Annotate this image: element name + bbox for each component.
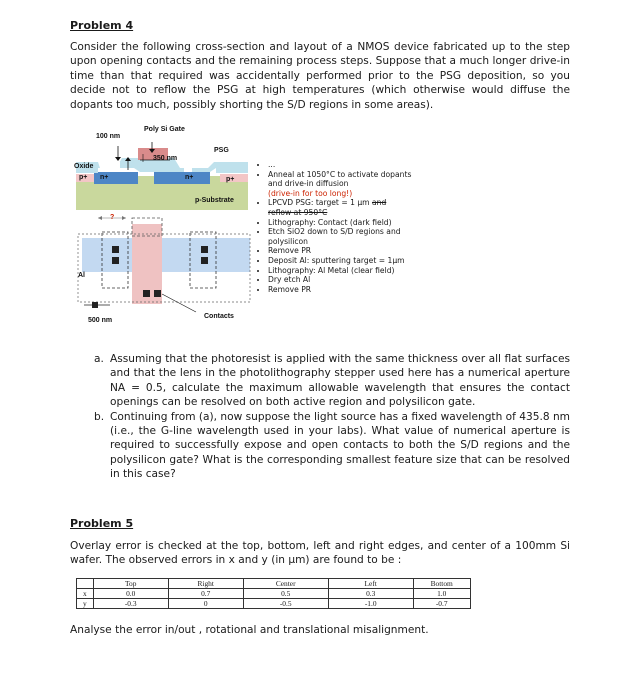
label-350nm: 350 nm — [153, 155, 178, 162]
active-region — [82, 238, 250, 272]
step-anneal-text: Anneal at 1050°C to activate dopants and drive-in diffusion — [268, 169, 412, 189]
contact-sd-left-1 — [112, 246, 119, 253]
step-dots: • ... — [268, 160, 428, 170]
table-cell: y — [77, 599, 94, 609]
question-b — [94, 410, 570, 482]
label-100nm: 100 nm — [96, 133, 121, 140]
problem-5-outro: Analyse the error in/out , rotational and translational misalignment. — [70, 624, 429, 636]
step-lpcvd-text: LPCVD PSG: target = 1 μm — [268, 198, 370, 208]
table-header — [77, 579, 94, 589]
problem-5-intro: Overlay error is checked at the top, bottom, left and right edges, and center of a 100mm Si wafer. The observed errors in x and y (in µm) are found to be : — [70, 540, 570, 567]
table-header: Right — [168, 579, 243, 589]
problem-4-intro: Consider the following cross-section and layout of a NMOS device fabricated up to the step upon opening contacts and the remaining process steps. Suppose that a much longer drive-in time than that required was accidentally performed prior to the PSG deposition, so you decide not to reflow the PSG at high temperatures (which otherwise would diffuse the dopants too much, possibly shorting the S/D regions in some areas). — [70, 41, 570, 111]
layout-figure — [70, 212, 255, 314]
table-header: Top — [93, 579, 168, 589]
table-cell: 0.3 — [328, 589, 413, 599]
step-anneal — [268, 170, 428, 199]
step-dry-etch: • Dry etch Al — [268, 275, 428, 285]
label-contacts: Contacts — [204, 313, 234, 320]
table-header: Center — [243, 579, 328, 589]
step-litho-contact: • Lithography: Contact (dark field) — [268, 218, 428, 228]
table-cell: 0.5 — [243, 589, 328, 599]
table-row — [77, 599, 471, 609]
label-question: ? — [110, 214, 115, 221]
table-cell: -0.3 — [93, 599, 168, 609]
table-cell: 0.0 — [93, 589, 168, 599]
question-b-text: Continuing from (a), now suppose the light source has a fixed wavelength of 435.8 nm (i.e., the G-line wavelength used in your labs). What value of numerical aperture is required to successfully expose and open contacts to both the S/D regions and the polysilicon gate? What is the corresponding smallest feature size that can be resolved in this case? — [110, 410, 570, 481]
label-500nm: 500 nm — [88, 317, 113, 324]
problem-4-questions — [94, 352, 570, 482]
contact-sd-right-1 — [201, 246, 208, 253]
label-p-plus-left: p+ — [79, 174, 88, 181]
label-al: Al — [78, 272, 85, 279]
table-cell: -0.5 — [243, 599, 328, 609]
contact-sd-right-2 — [201, 257, 208, 264]
label-p-plus-right: p+ — [226, 176, 235, 183]
step-lpcvd — [268, 198, 428, 217]
step-deposit-al: • Deposit Al: sputtering target = 1μm — [268, 256, 428, 266]
step-anneal-note: (drive-in for too long!) — [268, 188, 353, 198]
step-etch: • Etch SiO2 down to S/D regions and polysilicon — [268, 227, 428, 246]
label-p-substrate: p-Substrate — [195, 197, 234, 204]
step-lpcvd-strike-b: reflow at 950°C — [268, 207, 328, 217]
label-polysi-gate: Poly Si Gate — [144, 126, 185, 133]
label-oxide: Oxide — [74, 163, 94, 170]
table-cell: -0.7 — [413, 599, 470, 609]
table-cell: x — [77, 589, 94, 599]
contact-gate-1 — [143, 290, 150, 297]
problem-4-title: Problem 4 — [70, 19, 134, 32]
table-cell: 0 — [168, 599, 243, 609]
label-n-plus-left: n+ — [100, 174, 109, 181]
table-row — [77, 589, 471, 599]
problem-5-title: Problem 5 — [70, 517, 134, 530]
question-a-text: Assuming that the photoresist is applied with the same thickness over all flat surfaces and that the lens in the photolithography stepper used here has a numerical aperture NA = 0.5, calculate the maximum allowable wavelength that ensures the contact openings can be resolved on both active region and polysilicon gate. — [110, 353, 570, 409]
question-b-label: b. — [94, 410, 105, 423]
table-header: Left — [328, 579, 413, 589]
table-cell: 1.0 — [413, 589, 470, 599]
label-psg: PSG — [214, 147, 229, 154]
question-a-label: a. — [94, 353, 104, 365]
n-plus-right-region — [154, 172, 210, 184]
overlay-error-table — [76, 578, 471, 609]
step-lpcvd-strike-a: and — [372, 198, 387, 208]
step-remove-pr-1: • Remove PR — [268, 246, 428, 256]
table-cell: -1.0 — [328, 599, 413, 609]
step-litho-metal: • Lithography: Al Metal (clear field) — [268, 266, 428, 276]
contact-sd-left-2 — [112, 257, 119, 264]
table-cell: 0.7 — [168, 589, 243, 599]
table-header: Bottom — [413, 579, 470, 589]
question-a — [94, 352, 570, 410]
contact-gate-2 — [154, 290, 161, 297]
table-header-row — [77, 579, 471, 589]
process-steps — [258, 160, 428, 294]
label-n-plus-right: n+ — [185, 174, 194, 181]
step-remove-pr-2: • Remove PR — [268, 285, 428, 295]
